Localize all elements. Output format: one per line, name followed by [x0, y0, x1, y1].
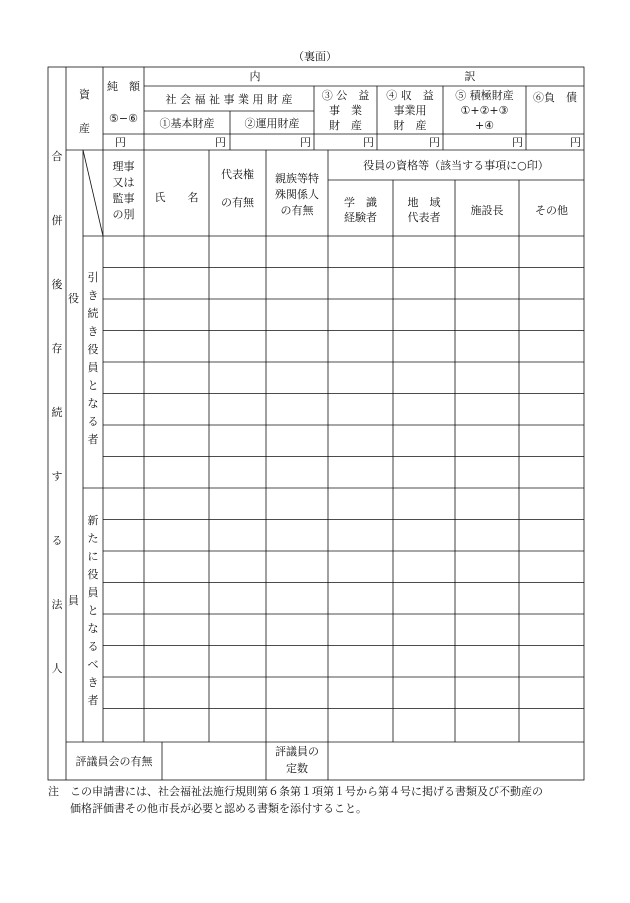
yen-unit: 円: [570, 136, 581, 149]
council-presence-field[interactable]: [163, 743, 265, 779]
qual-facility-head: 施設長: [470, 204, 504, 217]
vchar: き: [87, 676, 99, 689]
net-amount-formula: ⑤−⑥: [109, 112, 138, 125]
rep-column-header: 代表権: [221, 168, 254, 181]
vchar: べ: [87, 658, 99, 671]
liabilities-label: ⑥負 債: [533, 91, 577, 104]
vchar: 者: [87, 694, 99, 707]
positive-property-label: ⑤ 積極財産: [455, 89, 514, 102]
yen-unit: 円: [115, 136, 126, 149]
left-label-char: 合: [51, 150, 63, 163]
vchar: 引: [87, 271, 99, 284]
role-header-line: 監事: [112, 192, 135, 205]
assets-label-1: 資: [79, 88, 90, 101]
qual-regional: 地 域: [407, 196, 441, 209]
vchar: 続: [87, 307, 99, 320]
yen-unit: 円: [512, 136, 523, 149]
vchar: 員: [87, 586, 99, 599]
breakdown-label-right: 訳: [464, 70, 476, 83]
kin-column-header: 殊関係人: [275, 188, 319, 201]
profit-property-label: 財 産: [393, 119, 427, 132]
officers-label-2: 員: [68, 594, 79, 607]
left-label-char: 存: [51, 342, 63, 355]
vchar: と: [87, 604, 99, 617]
vchar: た: [87, 532, 99, 545]
kin-column-header: の有無: [280, 204, 314, 217]
vchar: に: [87, 550, 99, 563]
left-label-char: 併: [51, 214, 63, 227]
operating-property-label: ②運用財産: [244, 117, 300, 130]
left-label-char: す: [51, 470, 63, 483]
profit-property-label: ④ 収 益: [386, 89, 434, 102]
name-column-header: 氏 名: [154, 191, 199, 204]
vchar: る: [87, 640, 99, 653]
role-header-line: の別: [112, 208, 135, 221]
vchar: な: [87, 622, 99, 635]
continuing-officers-label: [83, 272, 103, 452]
public-interest-property-label: 財 産: [329, 119, 362, 132]
rep-column-header: の有無: [221, 196, 254, 209]
role-header-line: 又は: [112, 176, 135, 189]
profit-property-label: 事業用: [393, 104, 427, 117]
vchar: 者: [87, 433, 99, 446]
public-interest-property-label: ③ 公 益: [321, 89, 370, 102]
role-header-line: 理事: [112, 160, 135, 173]
breakdown-label-left: 内: [249, 70, 261, 83]
left-label-char: 人: [51, 662, 63, 675]
qual-academic: 経験者: [344, 211, 377, 224]
qualification-header: 役員の資格等（該当する事項に○印）: [363, 159, 549, 172]
yen-unit: 円: [429, 136, 440, 149]
footnote-line-1: 注 この申請書には、社会福祉法施行規則第６条第１項第１号から第４号に掲げる書類及び不動産の: [48, 785, 543, 798]
council-quota-label: 定数: [286, 762, 308, 775]
vchar: き: [87, 289, 99, 302]
qual-other: その他: [535, 204, 568, 217]
qual-regional: 代表者: [407, 211, 441, 224]
left-label-char: 法: [51, 598, 63, 611]
footnote-line-2: 価格評価書その他市長が必要と認める書類を添付すること。: [70, 802, 367, 815]
public-interest-property-label: 事 業: [329, 104, 362, 117]
vchar: 役: [87, 568, 99, 581]
page-side-label: （裏面）: [293, 50, 337, 63]
officers-label-1: 役: [68, 292, 79, 305]
left-label-char: 続: [51, 406, 63, 419]
positive-property-label: ①+②+③: [460, 104, 509, 117]
vchar: と: [87, 379, 99, 392]
vchar: な: [87, 397, 99, 410]
vchar: る: [87, 415, 99, 428]
council-quota-field[interactable]: [329, 743, 583, 779]
yen-unit: 円: [363, 136, 374, 149]
vchar: き: [87, 325, 99, 338]
vchar: 役: [87, 343, 99, 356]
net-amount-label: 純 額: [107, 80, 140, 93]
yen-unit: 円: [300, 136, 311, 149]
council-quota-label: 評議員の: [275, 745, 319, 758]
qual-academic: 学 識: [344, 196, 377, 209]
left-label-char: 後: [51, 278, 63, 291]
assets-label-2: 産: [79, 122, 90, 135]
positive-property-label: +④: [474, 119, 495, 132]
social-welfare-property-label: 社 会 福 祉 事 業 用 財 産: [165, 93, 293, 106]
yen-unit: 円: [215, 136, 226, 149]
council-presence-label: 評議員会の有無: [75, 755, 153, 768]
new-officers-label: [83, 515, 103, 713]
basic-property-label: ①基本財産: [159, 117, 215, 130]
vchar: 新: [87, 514, 99, 527]
vchar: 員: [87, 361, 99, 374]
kin-column-header: 親族等特: [275, 172, 319, 185]
left-label-char: る: [51, 534, 63, 547]
